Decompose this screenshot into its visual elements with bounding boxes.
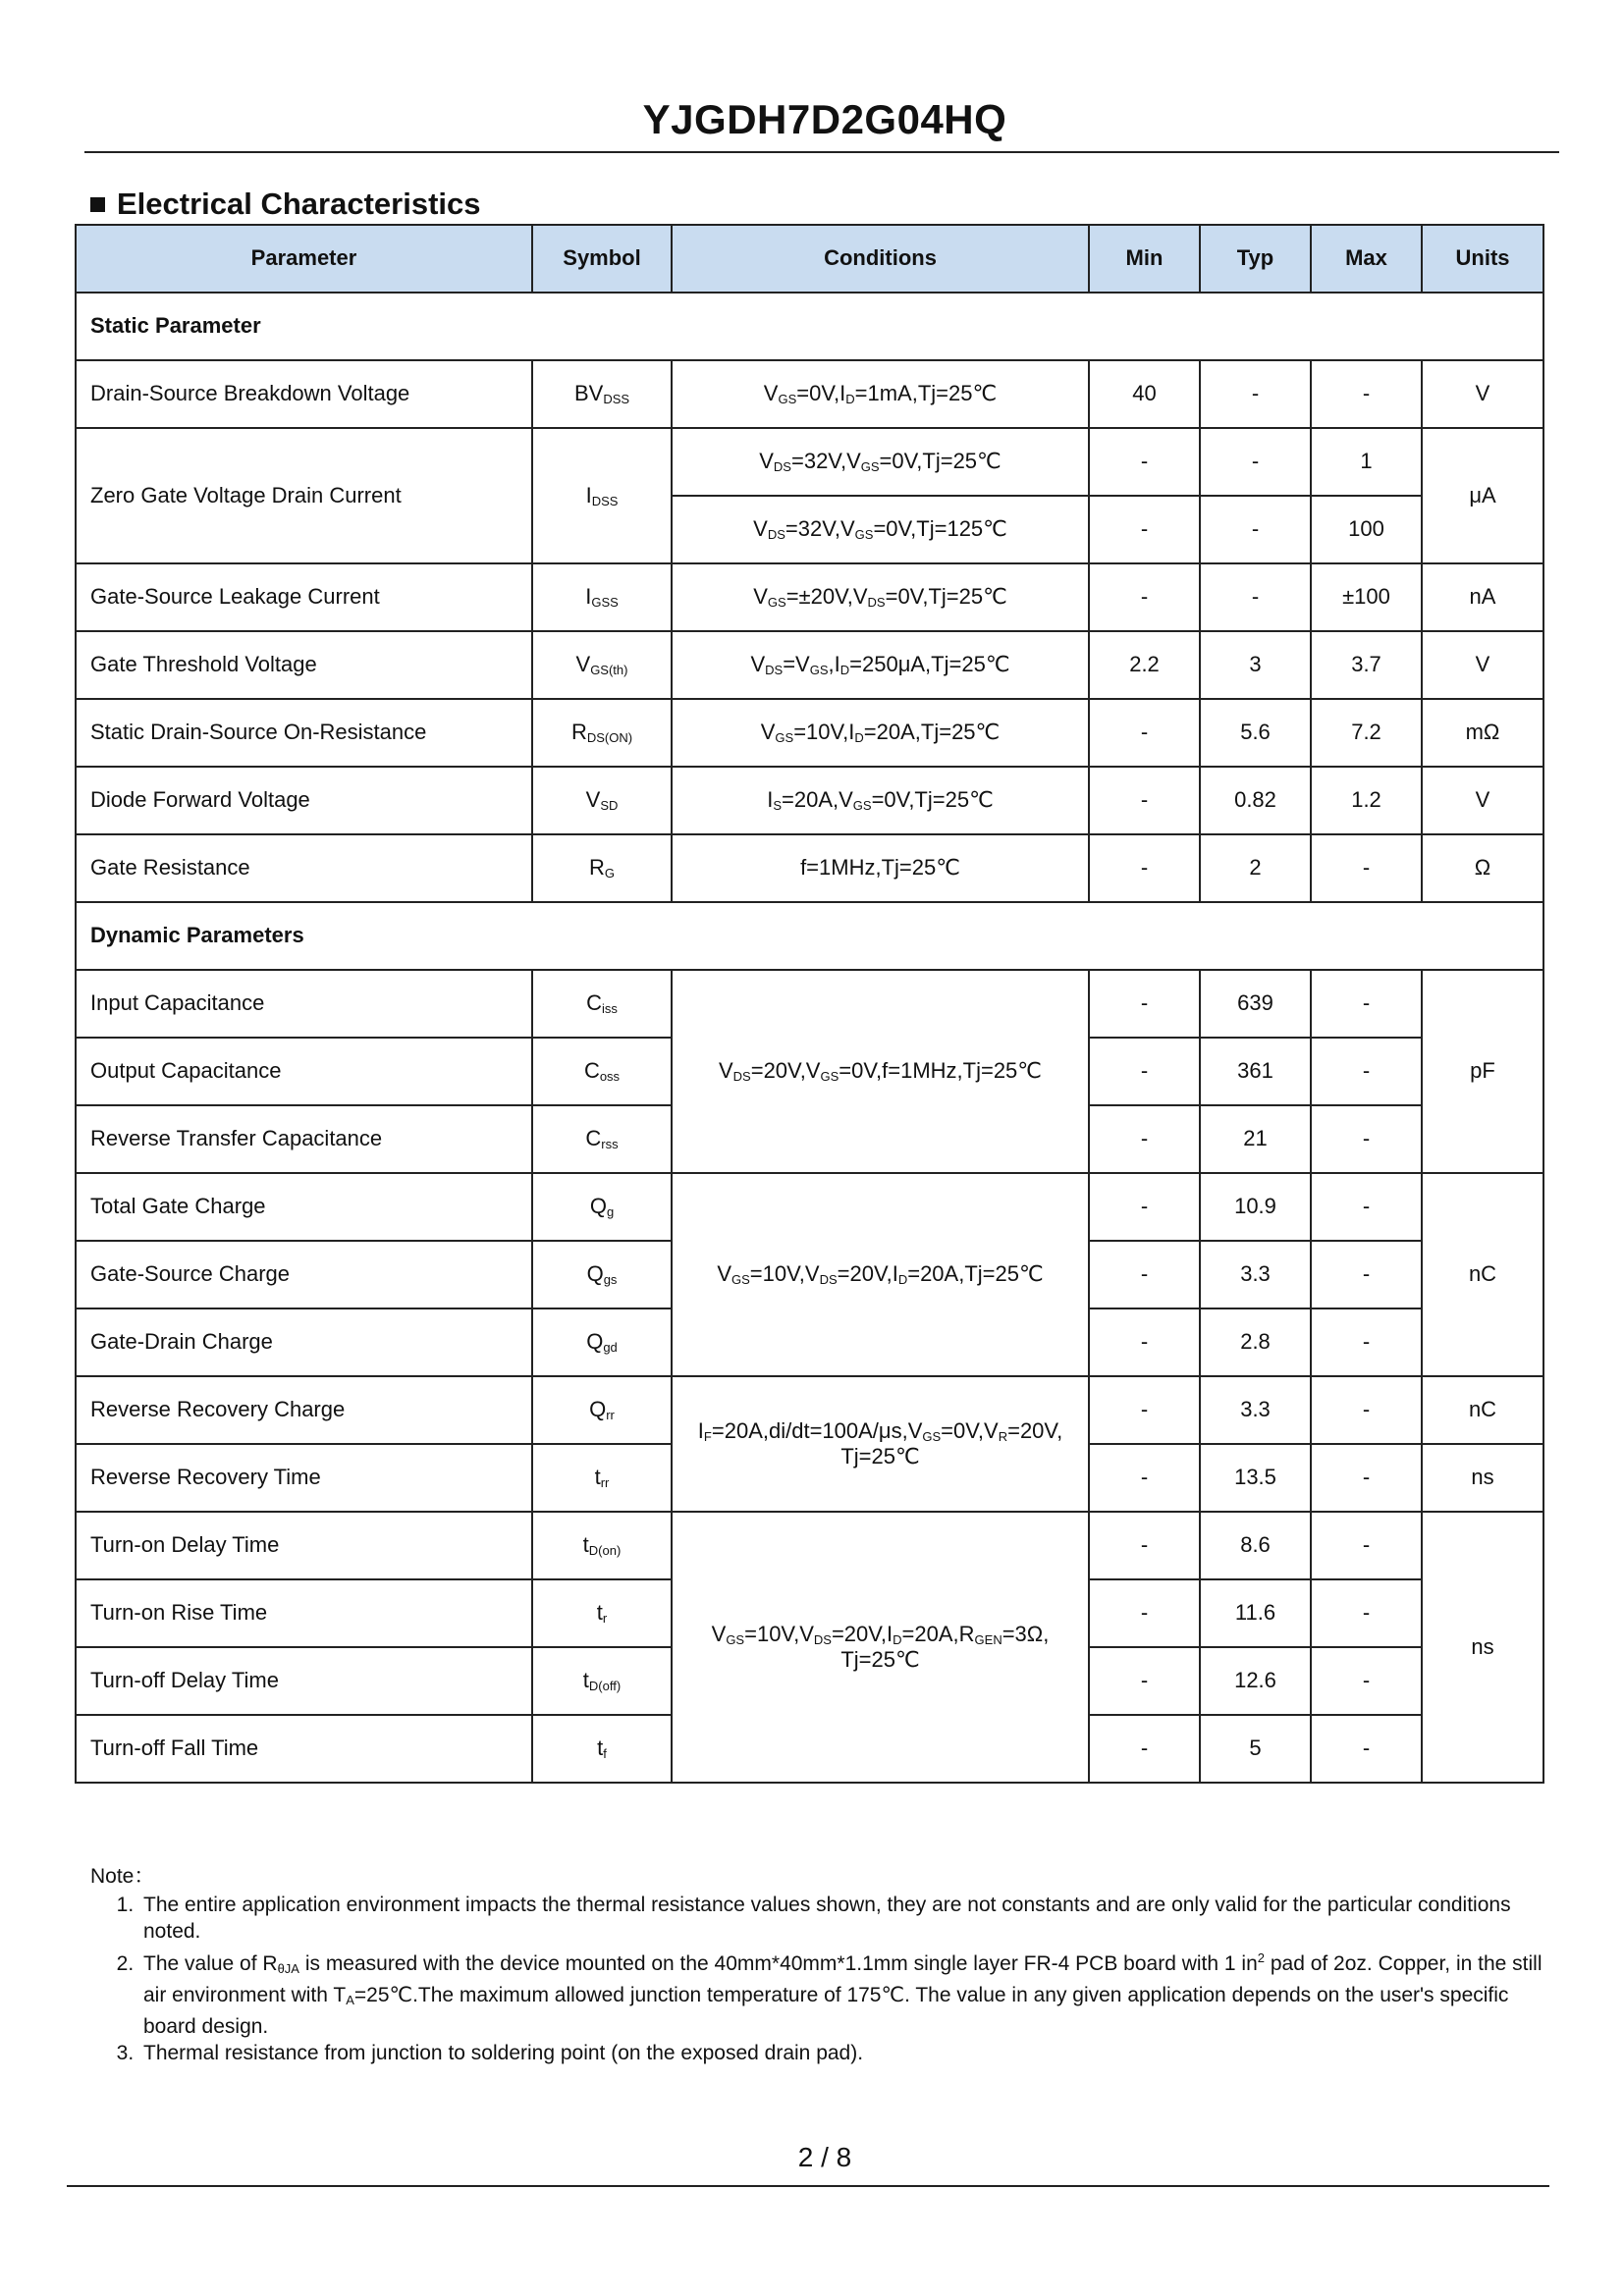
group-row (76, 293, 1543, 360)
symbol-cell: $Q_g$ (532, 1173, 672, 1241)
notes (90, 1863, 1563, 2066)
symbol-cell: $t_r$ (532, 1579, 672, 1647)
conditions-cell: $I_S=20A,V_{GS}=0V,Tj=25℃$ (672, 767, 1089, 834)
min-cell: - (1089, 1512, 1200, 1579)
unit-cell: Ω (1422, 834, 1543, 902)
min-cell: - (1089, 834, 1200, 902)
param-cell: Input Capacitance (76, 970, 532, 1038)
table-row (76, 970, 1543, 1038)
table-row (76, 767, 1543, 834)
unit-cell: nC (1422, 1173, 1543, 1376)
min-cell: 40 (1089, 360, 1200, 428)
unit-cell: pF (1422, 970, 1543, 1173)
min-cell: - (1089, 699, 1200, 767)
max-cell: 1 (1311, 428, 1422, 496)
notes-list (90, 1892, 1563, 2066)
max-cell: - (1311, 834, 1422, 902)
symbol-cell: $Q_{gs}$ (532, 1241, 672, 1308)
param-cell: Gate Threshold Voltage (76, 631, 532, 699)
conditions-cell: $V_{GS}=10V,V_{DS}=20V,I_D=20A,R_{GEN}=3\Omega$, Tj=25℃ (672, 1512, 1089, 1783)
group-dynamic: Dynamic Parameters (76, 902, 1543, 970)
page-title: YJGDH7D2G04HQ (642, 96, 1007, 142)
min-cell: - (1089, 1173, 1200, 1241)
unit-cell: μA (1422, 428, 1543, 563)
conditions-cell: $V_{DS}=V_{GS},I_D=250\mu A,Tj=25℃$ (672, 631, 1089, 699)
group-static: Static Parameter (76, 293, 1543, 360)
param-cell: Total Gate Charge (76, 1173, 532, 1241)
unit-cell: V (1422, 631, 1543, 699)
min-cell: - (1089, 428, 1200, 496)
param-cell: Turn-on Delay Time (76, 1512, 532, 1579)
param-cell: Reverse Recovery Time (76, 1444, 532, 1512)
typ-cell: 10.9 (1200, 1173, 1311, 1241)
symbol-cell: $t_f$ (532, 1715, 672, 1783)
param-cell: Static Drain-Source On-Resistance (76, 699, 532, 767)
min-cell: - (1089, 563, 1200, 631)
max-cell: - (1311, 970, 1422, 1038)
min-cell: - (1089, 970, 1200, 1038)
max-cell: - (1311, 1308, 1422, 1376)
param-cell: Output Capacitance (76, 1038, 532, 1105)
min-cell: - (1089, 1376, 1200, 1444)
max-cell: ±100 (1311, 563, 1422, 631)
table-row (76, 428, 1543, 496)
table-row (76, 360, 1543, 428)
header-typ: Typ (1200, 225, 1311, 293)
table-row (76, 563, 1543, 631)
param-cell: Drain-Source Breakdown Voltage (76, 360, 532, 428)
param-cell: Zero Gate Voltage Drain Current (76, 428, 532, 563)
footer-rule (67, 2185, 1549, 2187)
group-row (76, 902, 1543, 970)
min-cell: - (1089, 1579, 1200, 1647)
symbol-cell: $V_{GS(th)}$ (532, 631, 672, 699)
min-cell: - (1089, 1308, 1200, 1376)
typ-cell: 3.3 (1200, 1376, 1311, 1444)
symbol-cell: $Q_{rr}$ (532, 1376, 672, 1444)
conditions-cell: $V_{GS}=\pm 20V,V_{DS}=0V,Tj=25℃$ (672, 563, 1089, 631)
conditions-cell: $V_{GS}=10V,I_D=20A,Tj=25℃$ (672, 699, 1089, 767)
max-cell: - (1311, 1579, 1422, 1647)
max-cell: - (1311, 1647, 1422, 1715)
square-bullet-icon (90, 197, 105, 212)
symbol-cell: $C_{iss}$ (532, 970, 672, 1038)
min-cell: - (1089, 767, 1200, 834)
typ-cell: 12.6 (1200, 1647, 1311, 1715)
page-number: 2 / 8 (797, 2142, 852, 2172)
section-title: Electrical Characteristics (117, 187, 481, 221)
max-cell: - (1311, 1512, 1422, 1579)
header-max: Max (1311, 225, 1422, 293)
conditions-cell: $V_{DS}=20V,V_{GS}=0V,f=1MHz,Tj=25℃$ (672, 970, 1089, 1173)
param-cell: Gate-Source Charge (76, 1241, 532, 1308)
typ-cell: 361 (1200, 1038, 1311, 1105)
max-cell: - (1311, 360, 1422, 428)
min-cell: - (1089, 1038, 1200, 1105)
max-cell: 3.7 (1311, 631, 1422, 699)
max-cell: - (1311, 1241, 1422, 1308)
min-cell: - (1089, 1105, 1200, 1173)
typ-cell: 3 (1200, 631, 1311, 699)
min-cell: - (1089, 1715, 1200, 1783)
max-cell: 7.2 (1311, 699, 1422, 767)
unit-cell: mΩ (1422, 699, 1543, 767)
unit-cell: ns (1422, 1444, 1543, 1512)
table-row (76, 1173, 1543, 1241)
header-symbol: Symbol (532, 225, 672, 293)
param-cell: Gate-Drain Charge (76, 1308, 532, 1376)
conditions-cell: $V_{GS}=10V,V_{DS}=20V,I_D=20A,Tj=25℃$ (672, 1173, 1089, 1376)
conditions-cell: $V_{DS}=32V,V_{GS}=0V,Tj=25℃$ (672, 428, 1089, 496)
min-cell: - (1089, 1647, 1200, 1715)
symbol-cell: $BV_{DSS}$ (532, 360, 672, 428)
table-row (76, 834, 1543, 902)
header-units: Units (1422, 225, 1543, 293)
symbol-cell: $V_{SD}$ (532, 767, 672, 834)
min-cell: - (1089, 1444, 1200, 1512)
table-row (76, 1376, 1543, 1444)
symbol-cell: $I_{DSS}$ (532, 428, 672, 563)
max-cell: - (1311, 1444, 1422, 1512)
symbol-cell: $R_G$ (532, 834, 672, 902)
typ-cell: 3.3 (1200, 1241, 1311, 1308)
typ-cell: 2.8 (1200, 1308, 1311, 1376)
typ-cell: 5 (1200, 1715, 1311, 1783)
typ-cell: - (1200, 496, 1311, 563)
max-cell: 1.2 (1311, 767, 1422, 834)
unit-cell: ns (1422, 1512, 1543, 1783)
min-cell: 2.2 (1089, 631, 1200, 699)
symbol-cell: $I_{GSS}$ (532, 563, 672, 631)
table-row (76, 1512, 1543, 1579)
param-cell: Gate Resistance (76, 834, 532, 902)
note-item-3: 3. Thermal resistance from junction to soldering point (on the exposed drain pad). (139, 2040, 1563, 2066)
unit-cell: V (1422, 360, 1543, 428)
header-parameter: Parameter (76, 225, 532, 293)
unit-cell: V (1422, 767, 1543, 834)
symbol-cell: $t_{D(on)}$ (532, 1512, 672, 1579)
symbol-cell: $R_{DS(ON)}$ (532, 699, 672, 767)
notes-label: Note： (90, 1865, 155, 1888)
symbol-cell: $t_{D(off)}$ (532, 1647, 672, 1715)
symbol-cell: $C_{rss}$ (532, 1105, 672, 1173)
table-header-row (76, 225, 1543, 293)
param-cell: Turn-on Rise Time (76, 1579, 532, 1647)
param-cell: Diode Forward Voltage (76, 767, 532, 834)
symbol-cell: $t_{rr}$ (532, 1444, 672, 1512)
conditions-cell: $I_F=20A,di/dt=100A/\mu s,V_{GS}=0V,V_R=20V$, Tj=25℃ (672, 1376, 1089, 1512)
min-cell: - (1089, 496, 1200, 563)
header-min: Min (1089, 225, 1200, 293)
table-row (76, 631, 1543, 699)
typ-cell: 8.6 (1200, 1512, 1311, 1579)
min-cell: - (1089, 1241, 1200, 1308)
header-rule (84, 151, 1559, 153)
typ-cell: 2 (1200, 834, 1311, 902)
header-conditions: Conditions (672, 225, 1089, 293)
note-item-2: 2. The value of $R_{\theta JA}$ is measured with the device mounted on the 40mm*40mm*1.1mm single layer FR-4 PCB board with 1 $in^2$ pad of 2oz. Copper, in the still air environment with $T_A=25℃.The$ maximum allowed junction temperature of 175℃. The value in any given application depends on the user's specific board design. (139, 1945, 1563, 2040)
symbol-cell: $C_{oss}$ (532, 1038, 672, 1105)
typ-cell: 0.82 (1200, 767, 1311, 834)
symbol-cell: $Q_{gd}$ (532, 1308, 672, 1376)
conditions-cell: $V_{DS}=32V,V_{GS}=0V,Tj=125℃$ (672, 496, 1089, 563)
max-cell: - (1311, 1038, 1422, 1105)
typ-cell: 5.6 (1200, 699, 1311, 767)
conditions-cell: f=1MHz,Tj=25℃ (672, 834, 1089, 902)
param-cell: Reverse Recovery Charge (76, 1376, 532, 1444)
typ-cell: - (1200, 360, 1311, 428)
typ-cell: 13.5 (1200, 1444, 1311, 1512)
conditions-cell: $V_{GS}=0V,I_D=1mA,Tj=25℃$ (672, 360, 1089, 428)
note-item-1: 1. The entire application environment impacts the thermal resistance values shown, they are not constants and are only valid for the particular conditions noted. (139, 1892, 1563, 1945)
typ-cell: - (1200, 563, 1311, 631)
unit-cell: nC (1422, 1376, 1543, 1444)
unit-cell: nA (1422, 563, 1543, 631)
max-cell: - (1311, 1105, 1422, 1173)
max-cell: - (1311, 1376, 1422, 1444)
table-row (76, 699, 1543, 767)
max-cell: - (1311, 1715, 1422, 1783)
max-cell: 100 (1311, 496, 1422, 563)
param-cell: Turn-off Delay Time (76, 1647, 532, 1715)
max-cell: - (1311, 1173, 1422, 1241)
typ-cell: 11.6 (1200, 1579, 1311, 1647)
section-heading (90, 187, 481, 222)
param-cell: Turn-off Fall Time (76, 1715, 532, 1783)
typ-cell: 639 (1200, 970, 1311, 1038)
param-cell: Gate-Source Leakage Current (76, 563, 532, 631)
typ-cell: 21 (1200, 1105, 1311, 1173)
param-cell: Reverse Transfer Capacitance (76, 1105, 532, 1173)
electrical-characteristics-table (75, 224, 1544, 1784)
typ-cell: - (1200, 428, 1311, 496)
